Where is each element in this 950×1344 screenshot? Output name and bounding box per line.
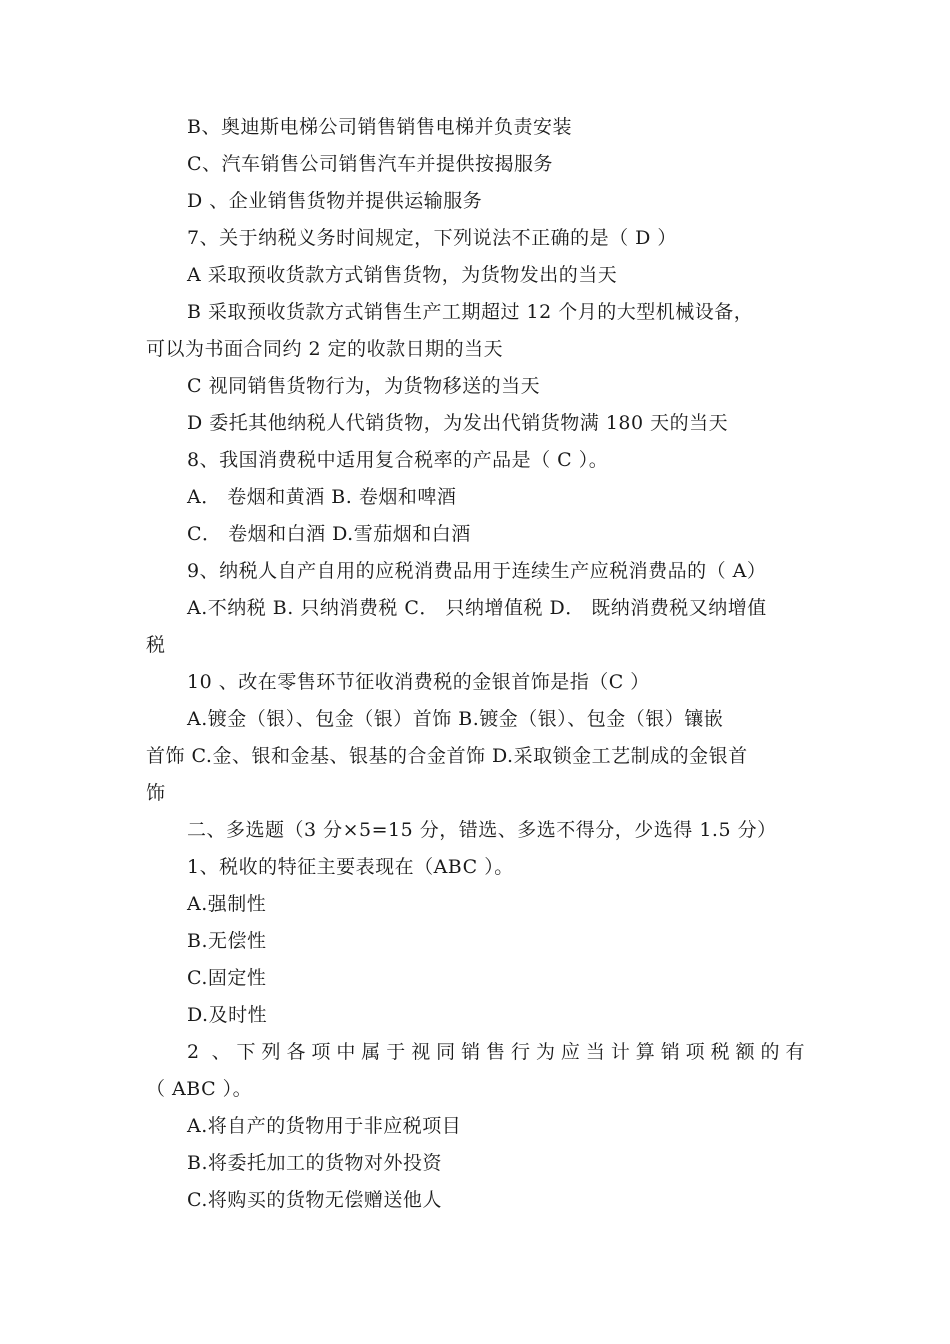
option-line: D 委托其他纳税人代销货物，为发出代销货物满 180 天的当天 — [187, 412, 729, 434]
option-line-continued: 饰 — [146, 782, 166, 804]
section-heading: 二、多选题（3 分×5=15 分，错选、多选不得分，少选得 1.5 分） — [187, 819, 777, 841]
option-line: B、奥迪斯电梯公司销售销售电梯并负责安装 — [187, 116, 572, 138]
question-line: 7、关于纳税义务时间规定，下列说法不正确的是（ D ） — [187, 227, 677, 249]
option-line: B.将委托加工的货物对外投资 — [187, 1152, 443, 1174]
option-line: A.镀金（银）、包金（银）首饰 B.镀金（银）、包金（银）镶嵌 — [187, 708, 724, 730]
option-line-continued: 首饰 C.金、银和金基、银基的合金首饰 D.采取锁金工艺制成的金银首 — [146, 745, 748, 767]
question-line: 1、税收的特征主要表现在（ABC ）。 — [187, 856, 514, 878]
option-line: C.固定性 — [187, 967, 267, 989]
option-line-continued: 可以为书面合同约 2 定的收款日期的当天 — [146, 338, 504, 360]
option-line: D 、企业销售货物并提供运输服务 — [187, 190, 483, 212]
question-line: 8、我国消费税中适用复合税率的产品是（ C ）。 — [187, 449, 609, 471]
question-line: 10 、改在零售环节征收消费税的金银首饰是指（C ） — [187, 671, 650, 693]
option-line: A． 卷烟和黄酒 B. 卷烟和啤酒 — [187, 486, 457, 508]
option-line: C.将购买的货物无偿赠送他人 — [187, 1189, 442, 1211]
option-line: D.及时性 — [187, 1004, 268, 1026]
option-line: A.不纳税 B. 只纳消费税 C． 只纳增值税 D． 既纳消费税又纳增值 — [187, 597, 767, 619]
question-line: 2 、下列各项中属于视同销售行为应当计算销项税额的有 — [187, 1041, 805, 1063]
option-line: A.强制性 — [187, 893, 267, 915]
option-line: A 采取预收货款方式销售货物，为货物发出的当天 — [187, 264, 618, 286]
option-line: B 采取预收货款方式销售生产工期超过 12 个月的大型机械设备， — [187, 301, 754, 323]
option-line: B.无偿性 — [187, 930, 267, 952]
question-line-continued: （ ABC ）。 — [146, 1078, 253, 1100]
option-line: A.将自产的货物用于非应税项目 — [187, 1115, 462, 1137]
option-line: C 视同销售货物行为，为货物移送的当天 — [187, 375, 541, 397]
option-line: C、汽车销售公司销售汽车并提供按揭服务 — [187, 153, 554, 175]
option-line-continued: 税 — [146, 634, 166, 656]
option-line: C． 卷烟和白酒 D.雪茄烟和白酒 — [187, 523, 471, 545]
question-line: 9、纳税人自产自用的应税消费品用于连续生产应税消费品的（ A） — [187, 560, 767, 582]
